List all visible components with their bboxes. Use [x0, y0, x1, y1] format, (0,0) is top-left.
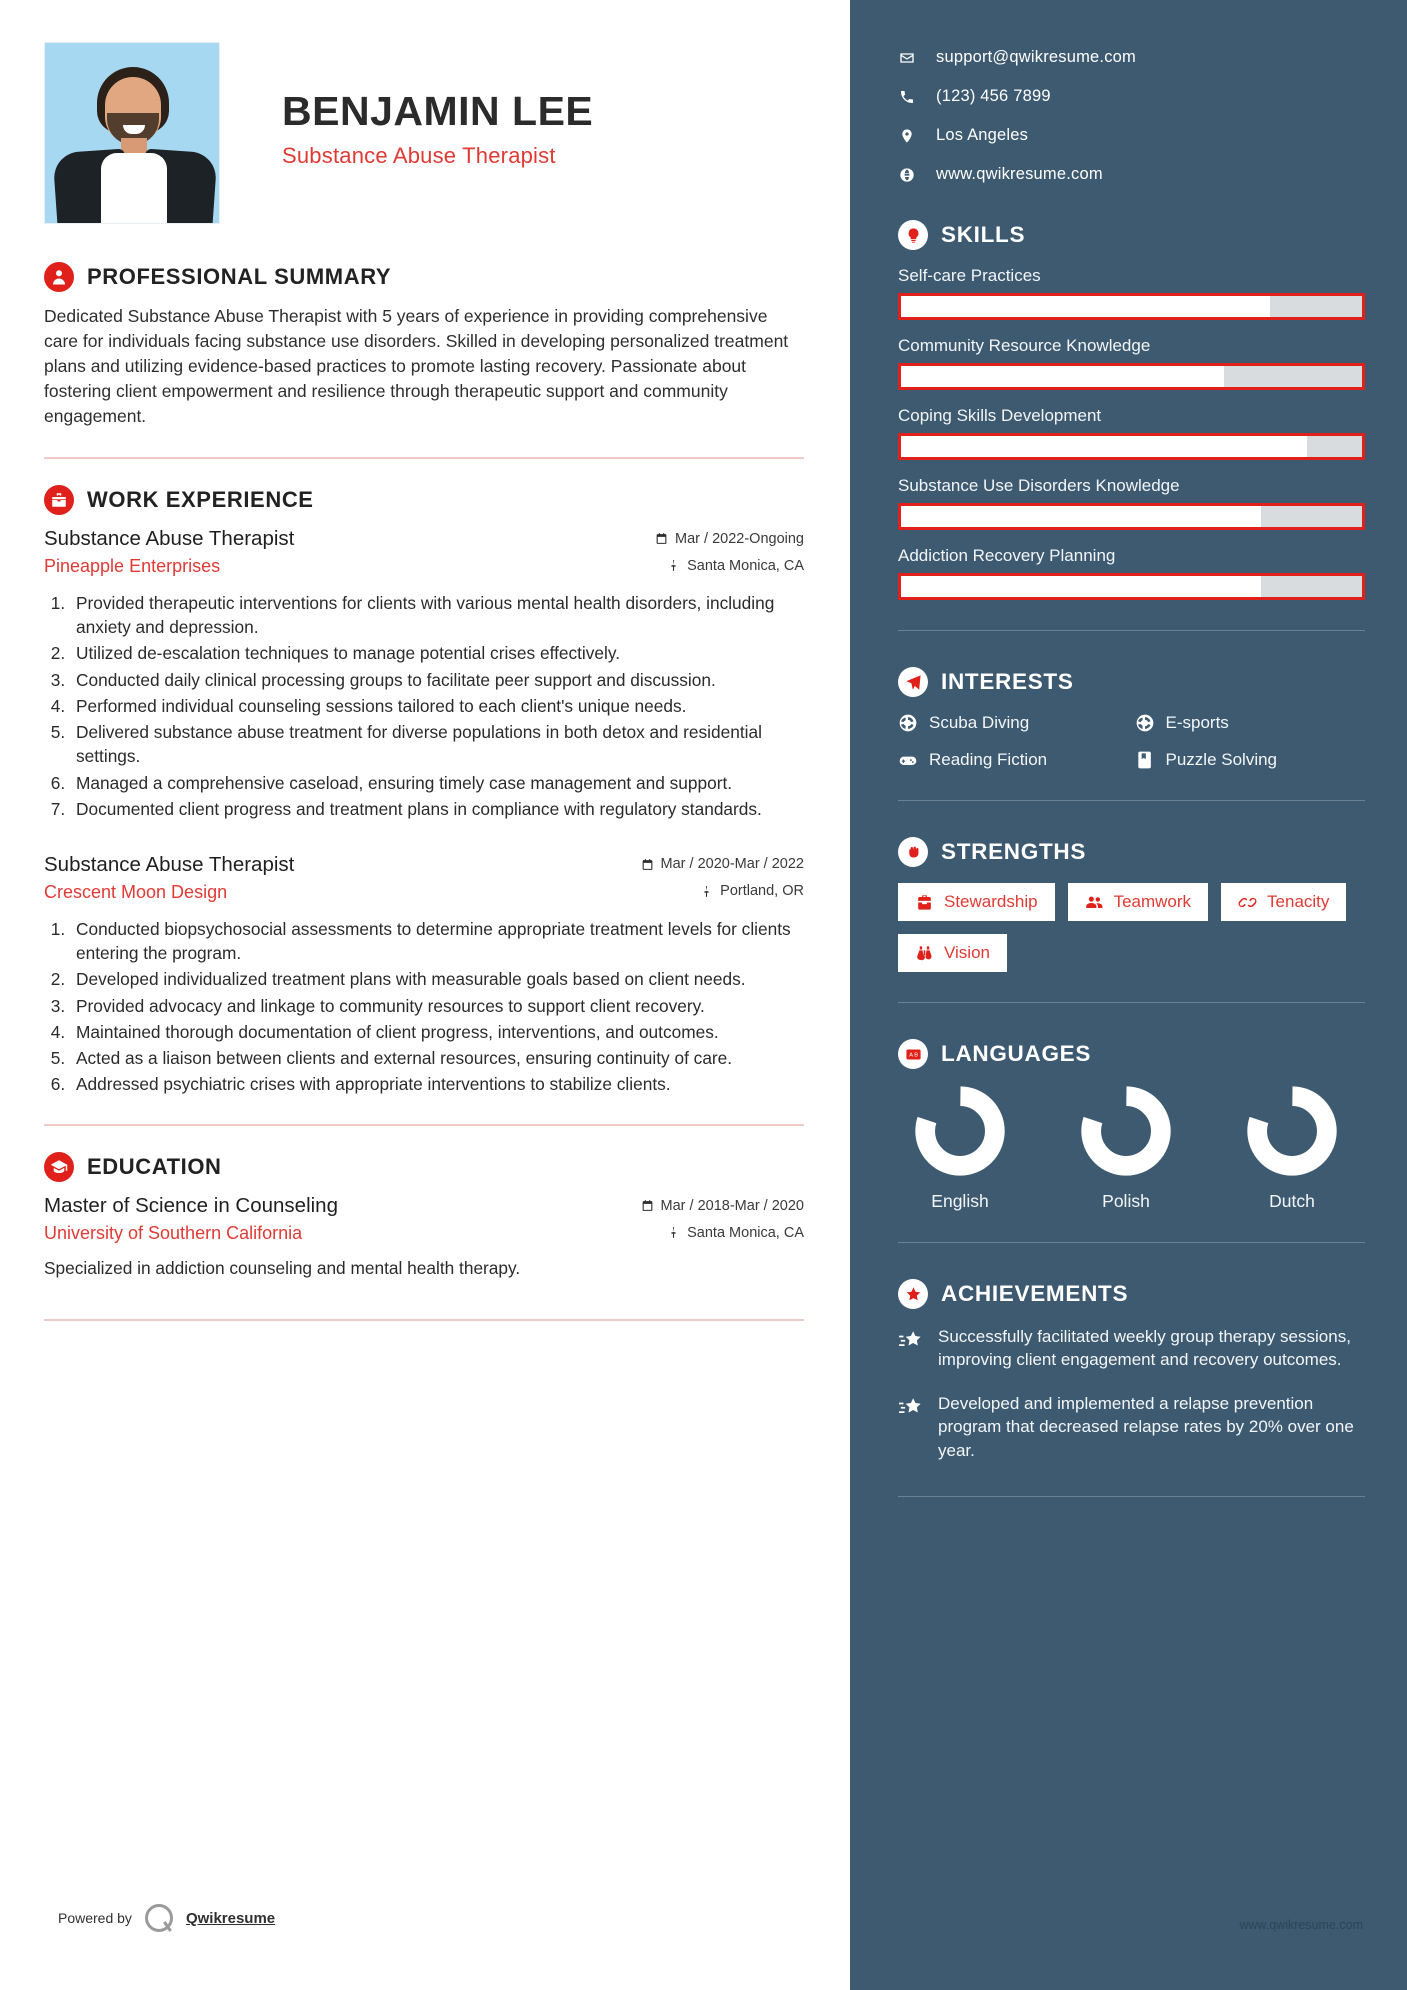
powered-by-label: Powered by — [58, 1910, 132, 1926]
paper-plane-icon — [898, 667, 928, 697]
achievement-item — [898, 1325, 1365, 1372]
language-donut-chart — [914, 1085, 1006, 1177]
contact-phone-row[interactable] — [898, 87, 1365, 106]
list-item: 3. Conducted daily clinical processing groups to facilitate peer support and discussion. — [70, 668, 804, 692]
skill-label: Substance Use Disorders Knowledge — [898, 476, 1180, 495]
strengths-section — [898, 837, 1365, 972]
achievements-section — [898, 1279, 1365, 1462]
work-experience-section — [44, 485, 804, 1096]
pin-icon — [700, 885, 713, 898]
professional-summary-section — [44, 262, 804, 429]
calendar-icon — [641, 1199, 654, 1212]
pin-icon — [667, 559, 680, 572]
list-item: 1. Provided therapeutic interventions for clients with various mental health disorders, including anxiety and depression. — [70, 591, 804, 639]
fist-icon — [898, 837, 928, 867]
education-entry — [44, 1194, 804, 1279]
skill-progress-fill — [901, 436, 1307, 457]
qwikresume-link[interactable]: Qwikresume — [185, 1909, 276, 1927]
education-description: Specialized in addiction counseling and mental health therapy. — [44, 1258, 521, 1279]
education-section — [44, 1152, 804, 1279]
strength-badge — [1068, 883, 1208, 921]
life-ring-icon — [898, 713, 918, 733]
binoculars-icon — [915, 944, 934, 963]
language-item — [1064, 1085, 1188, 1212]
skill-progress-fill — [901, 296, 1270, 317]
contact-location: Los Angeles — [936, 126, 1029, 144]
list-item: 2. Utilized de-escalation techniques to manage potential crises effectively. — [70, 641, 804, 665]
skill-item — [898, 266, 1365, 320]
graduation-cap-icon — [44, 1152, 74, 1182]
skill-progress-bar — [898, 433, 1365, 460]
user-icon — [44, 262, 74, 292]
education-header — [44, 1152, 804, 1182]
interest-label: Reading Fiction — [929, 750, 1048, 769]
language-item — [1230, 1085, 1354, 1212]
contact-section — [898, 48, 1365, 184]
skill-label: Community Resource Knowledge — [898, 336, 1151, 355]
map-marker-icon — [898, 128, 916, 144]
section-title: STRENGTHS — [941, 839, 1087, 864]
footer-branding — [58, 1904, 275, 1932]
interests-header — [898, 667, 1365, 697]
interest-item — [1135, 713, 1366, 733]
strength-badge — [1221, 883, 1346, 921]
language-label: English — [931, 1191, 989, 1211]
interest-label: Scuba Diving — [929, 713, 1030, 732]
achievement-text: Developed and implemented a relapse prevention program that decreased relapse rates by 20% over one year. — [938, 1393, 1354, 1460]
skills-section — [898, 220, 1365, 600]
skill-progress-fill — [901, 506, 1261, 527]
divider — [44, 1124, 804, 1126]
job-title: Substance Abuse Therapist — [44, 852, 295, 876]
job-company: Crescent Moon Design — [44, 881, 228, 902]
job-company: Pineapple Enterprises — [44, 556, 221, 577]
list-item: 6. Managed a comprehensive caseload, ensuring timely case management and support. — [70, 771, 804, 795]
list-item: 3. Provided advocacy and linkage to community resources to support client recovery. — [70, 994, 804, 1018]
section-title: WORK EXPERIENCE — [87, 487, 314, 513]
degree-title: Master of Science in Counseling — [44, 1194, 338, 1218]
interest-item — [898, 750, 1129, 770]
contact-website-row[interactable] — [898, 165, 1365, 184]
language-label: Dutch — [1269, 1191, 1315, 1211]
strength-badge — [898, 883, 1055, 921]
skill-label: Coping Skills Development — [898, 406, 1102, 425]
school-name: University of Southern California — [44, 1223, 303, 1244]
education-location: Santa Monica, CA — [667, 1225, 804, 1241]
job-location: Portland, OR — [700, 883, 804, 899]
languages-section — [898, 1039, 1365, 1212]
language-item — [898, 1085, 1022, 1212]
contact-email-row[interactable] — [898, 48, 1365, 67]
name-block — [220, 42, 593, 169]
skill-label: Self-care Practices — [898, 266, 1041, 285]
globe-icon — [898, 167, 916, 183]
users-icon — [1085, 893, 1104, 912]
candidate-name: BENJAMIN LEE — [282, 88, 594, 134]
skills-header — [898, 220, 1365, 250]
skill-item — [898, 476, 1365, 530]
resume-header — [44, 42, 804, 224]
achievement-text: Successfully facilitated weekly group therapy sessions, improving client engagement and recovery outcomes. — [938, 1327, 1351, 1370]
achievements-header — [898, 1279, 1365, 1309]
skill-label: Addiction Recovery Planning — [898, 546, 1116, 565]
language-donut-chart — [1080, 1085, 1172, 1177]
section-title: LANGUAGES — [941, 1041, 1092, 1066]
language-icon — [898, 1039, 928, 1069]
work-experience-header — [44, 485, 804, 515]
calendar-icon — [655, 532, 668, 545]
toolbox-icon — [915, 893, 934, 912]
contact-location-row — [898, 126, 1365, 145]
list-item: 5. Delivered substance abuse treatment for diverse populations in both detox and residential settings. — [70, 720, 804, 768]
sparkle-star-icon — [898, 1328, 924, 1354]
pin-icon — [667, 1226, 680, 1239]
divider — [898, 1242, 1365, 1243]
section-title: SKILLS — [941, 222, 1026, 247]
strength-label: Stewardship — [944, 892, 1038, 911]
strength-label: Vision — [944, 943, 990, 962]
briefcase-icon — [44, 485, 74, 515]
contact-phone: (123) 456 7899 — [936, 87, 1051, 105]
languages-header — [898, 1039, 1365, 1069]
strengths-list — [898, 883, 1365, 972]
envelope-icon — [898, 50, 916, 66]
interest-label: E-sports — [1165, 713, 1229, 732]
skill-progress-fill — [901, 366, 1224, 387]
list-item: 4. Maintained thorough documentation of client progress, interventions, and outcomes. — [70, 1020, 804, 1044]
book-icon — [1135, 750, 1155, 770]
divider — [898, 1002, 1365, 1003]
profile-photo — [44, 42, 220, 224]
skill-item — [898, 336, 1365, 390]
svg-text:A: A — [908, 1052, 913, 1059]
interest-item — [1135, 750, 1366, 770]
candidate-job-title: Substance Abuse Therapist — [282, 143, 556, 169]
job-bullets — [70, 591, 804, 821]
interest-item — [898, 713, 1129, 733]
skill-progress-bar — [898, 363, 1365, 390]
skill-progress-bar — [898, 573, 1365, 600]
qwikresume-logo-icon — [145, 1904, 173, 1932]
work-entry — [44, 853, 804, 1096]
divider — [44, 457, 804, 459]
list-item: 7. Documented client progress and treatment plans in compliance with regulatory standards. — [70, 797, 804, 821]
list-item: 4. Performed individual counseling sessions tailored to each client's unique needs. — [70, 694, 804, 718]
section-title: ACHIEVEMENTS — [941, 1281, 1129, 1306]
strength-label: Teamwork — [1113, 892, 1192, 911]
language-label: Polish — [1102, 1191, 1150, 1211]
list-item: 6. Addressed psychiatric crises with appropriate interventions to stabilize clients. — [70, 1072, 804, 1096]
divider — [898, 800, 1365, 801]
phone-icon — [898, 89, 916, 105]
calendar-icon — [641, 858, 654, 871]
skill-item — [898, 406, 1365, 460]
resume-sidebar — [850, 0, 1407, 1990]
job-dates: Mar / 2020-Mar / 2022 — [641, 856, 804, 872]
languages-list — [898, 1085, 1365, 1212]
contact-email: support@qwikresume.com — [936, 48, 1136, 66]
interest-label: Puzzle Solving — [1165, 750, 1278, 769]
divider — [898, 630, 1365, 631]
sidebar-footer-url: www.qwikresume.com — [1239, 1918, 1363, 1932]
interests-section — [898, 667, 1365, 770]
skill-progress-fill — [901, 576, 1261, 597]
professional-summary-header — [44, 262, 804, 292]
strength-label: Tenacity — [1267, 892, 1330, 911]
skill-item — [898, 546, 1365, 600]
job-bullets — [70, 917, 804, 1096]
lightbulb-icon — [898, 220, 928, 250]
interests-grid — [898, 713, 1365, 770]
gamepad-icon — [898, 750, 918, 770]
divider — [44, 1319, 804, 1321]
language-donut-chart — [1246, 1085, 1338, 1177]
life-ring-icon — [1135, 713, 1155, 733]
skill-progress-bar — [898, 503, 1365, 530]
job-location: Santa Monica, CA — [667, 558, 804, 574]
summary-text: Dedicated Substance Abuse Therapist with 5 years of experience in providing comprehensive care for individuals facing substance use disorders. Skilled in developing personalized treatment plans and utilizing evidence-based practices to promote lasting recovery. Passionate about fostering client empowerment and resilience through therapeutic support and community engagement. — [44, 306, 789, 427]
link-icon — [1238, 893, 1257, 912]
section-title: PROFESSIONAL SUMMARY — [87, 264, 392, 289]
sparkle-star-icon — [898, 1395, 924, 1421]
section-title: INTERESTS — [941, 669, 1074, 694]
strength-badge — [898, 934, 1007, 972]
divider — [898, 1496, 1365, 1497]
list-item: 5. Acted as a liaison between clients and external resources, ensuring continuity of care. — [70, 1046, 804, 1070]
list-item: 1. Conducted biopsychosocial assessments to determine appropriate treatment levels for clients entering the program. — [70, 917, 804, 965]
svg-text:B: B — [913, 1052, 918, 1059]
education-dates: Mar / 2018-Mar / 2020 — [641, 1198, 804, 1214]
achievement-item — [898, 1392, 1365, 1462]
work-entry — [44, 527, 804, 821]
job-title: Substance Abuse Therapist — [44, 527, 295, 551]
skill-progress-bar — [898, 293, 1365, 320]
contact-website: www.qwikresume.com — [936, 165, 1103, 183]
strengths-header — [898, 837, 1365, 867]
job-dates: Mar / 2022-Ongoing — [655, 531, 804, 547]
section-title: EDUCATION — [87, 1154, 222, 1180]
star-badge-icon — [898, 1279, 928, 1309]
list-item: 2. Developed individualized treatment plans with measurable goals based on client needs. — [70, 967, 804, 991]
